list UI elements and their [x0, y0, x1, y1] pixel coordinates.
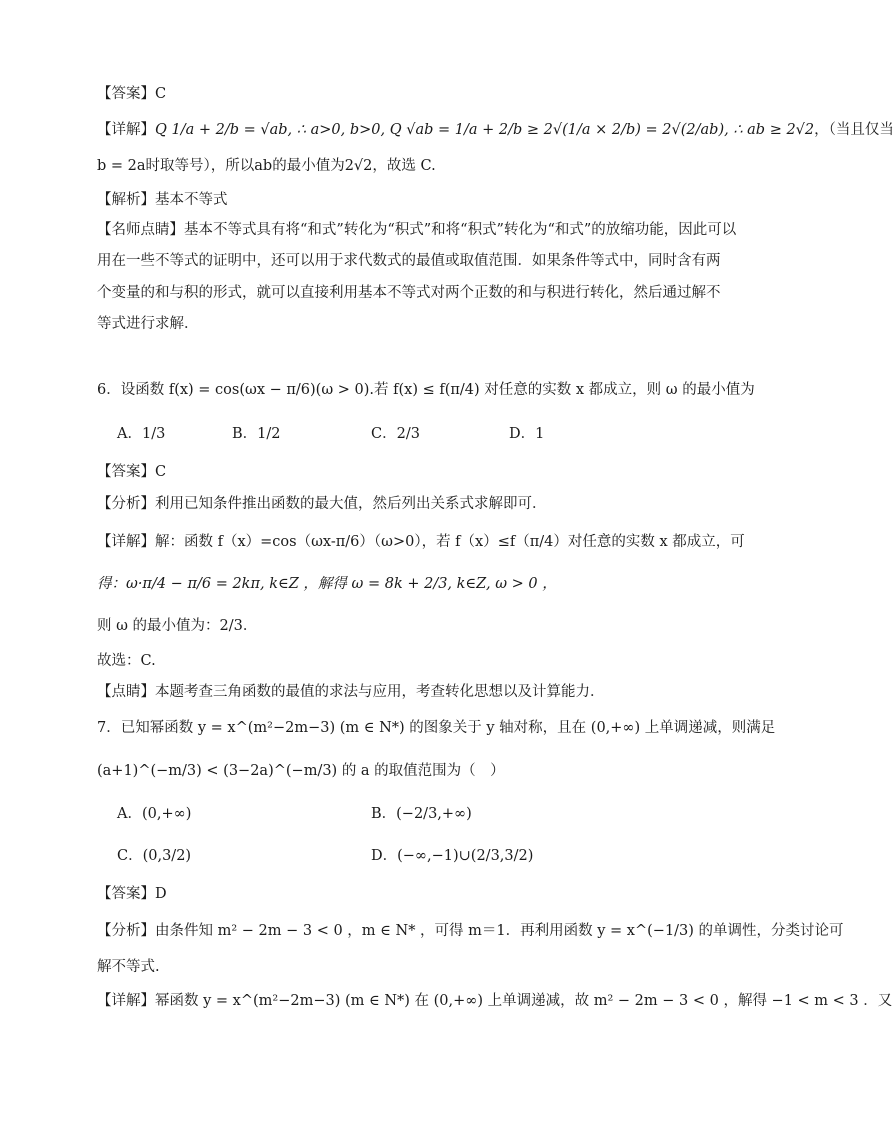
q6-tip: [97, 682, 605, 702]
q7-stem-line-2: (a+1)^(−m/3) < (3−2a)^(−m/3) 的 a 的取值范围为（ ）: [97, 763, 505, 779]
detail-label: 【详解】: [97, 993, 155, 1009]
detail-label: 【详解】: [97, 534, 155, 550]
q5-detail-line-2: b = 2a时取等号），所以ab的最小值为2√2，故选 C.: [97, 158, 436, 174]
q5-tip-line-1: [97, 220, 736, 240]
q7-answer: [97, 884, 167, 904]
answer-label: 【答案】: [97, 886, 155, 902]
detail-text: 解：函数 f（x）=cos（ωx-π/6）（ω>0），若 f（x）≤f（π/4）对任意的实数 x 都成立，可: [155, 534, 745, 550]
q6-answer: [97, 462, 166, 482]
q6-option-d: D．1: [509, 426, 545, 442]
q7-option-d: D．(−∞,−1)∪(2/3,3/2): [371, 848, 534, 864]
q7-option-a: A．(0,+∞): [117, 806, 192, 822]
q6-detail-line-4: 故选：C.: [97, 653, 156, 669]
analysis-text: 利用已知条件推出函数的最大值，然后列出关系式求解即可．: [155, 496, 547, 512]
detail-label: 【详解】: [97, 122, 155, 138]
q6-detail-line-1: [97, 532, 745, 552]
q5-detail-line-1: [97, 120, 894, 140]
formula-inequality: Q 1/a + 2/b = √ab, ∴ a>0, b>0, Q √ab = 1/a + 2/b ≥ 2√(1/a × 2/b) = 2√(2/ab), ∴ ab ≥ 2√2: [155, 122, 815, 138]
tip-label: 【名师点睛】: [97, 222, 184, 238]
answer-value: D: [155, 886, 167, 902]
q7-detail-line-1: [97, 991, 892, 1011]
q6-option-c: C．2/3: [371, 426, 420, 442]
analysis-text: 基本不等式: [155, 192, 228, 208]
analysis-label: 【分析】: [97, 923, 155, 939]
detail-tail: ，（当且仅当: [814, 122, 894, 138]
q5-tip-line-4: 等式进行求解．: [97, 316, 199, 332]
answer-value: C: [155, 464, 167, 480]
answer-label: 【答案】: [97, 464, 155, 480]
q7-option-b: B．(−2/3,+∞): [371, 806, 472, 822]
q6-stem: 6．设函数 f(x) = cos(ωx − π/6)(ω > 0).若 f(x) ≤ f(π/4) 对任意的实数 x 都成立，则 ω 的最小值为: [97, 382, 755, 398]
q5-analysis: [97, 190, 228, 210]
detail-text: 幂函数 y = x^(m²−2m−3) (m ∈ N*) 在 (0,+∞) 上单调递减，故 m² − 2m − 3 < 0 ，解得 −1 < m < 3 ．又: [155, 993, 893, 1009]
q5-tip-line-3: 个变量的和与积的形式，就可以直接利用基本不等式对两个正数的和与积进行转化，然后通过解不: [97, 285, 721, 301]
q6-option-b: B．1/2: [232, 426, 281, 442]
answer-value: C: [155, 86, 167, 102]
q5-answer: [97, 84, 166, 104]
q6-option-a: A．1/3: [117, 426, 166, 442]
answer-label: 【答案】: [97, 86, 155, 102]
tip-text: 本题考查三角函数的最值的求法与应用，考查转化思想以及计算能力．: [155, 684, 605, 700]
q6-analysis: [97, 494, 547, 514]
analysis-text: 由条件知 m² − 2m − 3 < 0 ，m ∈ N* ，可得 m＝1．再利用函数 y = x^(−1/3) 的单调性，分类讨论可: [155, 923, 844, 939]
analysis-label: 【解析】: [97, 192, 155, 208]
q6-detail-line-3: 则 ω 的最小值为：2/3．: [97, 618, 258, 634]
q7-option-c: C．(0,3/2): [117, 848, 192, 864]
tip-text: 基本不等式具有将“和式”转化为“积式”和将“积式”转化为“和式”的放缩功能，因此可以: [184, 222, 737, 238]
q6-detail-line-2: 得：ω·π/4 − π/6 = 2kπ, k∈Z ，解得 ω = 8k + 2/3, k∈Z, ω > 0 ，: [97, 576, 557, 592]
q7-stem-line-1: 7．已知幂函数 y = x^(m²−2m−3) (m ∈ N*) 的图象关于 y 轴对称，且在 (0,+∞) 上单调递减，则满足: [97, 720, 776, 736]
q7-analysis-line-2: 解不等式.: [97, 959, 160, 975]
tip-label: 【点睛】: [97, 684, 155, 700]
q5-tip-line-2: 用在一些不等式的证明中，还可以用于求代数式的最值或取值范围．如果条件等式中，同时含有两: [97, 253, 721, 269]
analysis-label: 【分析】: [97, 496, 155, 512]
q7-analysis-line-1: [97, 921, 844, 941]
